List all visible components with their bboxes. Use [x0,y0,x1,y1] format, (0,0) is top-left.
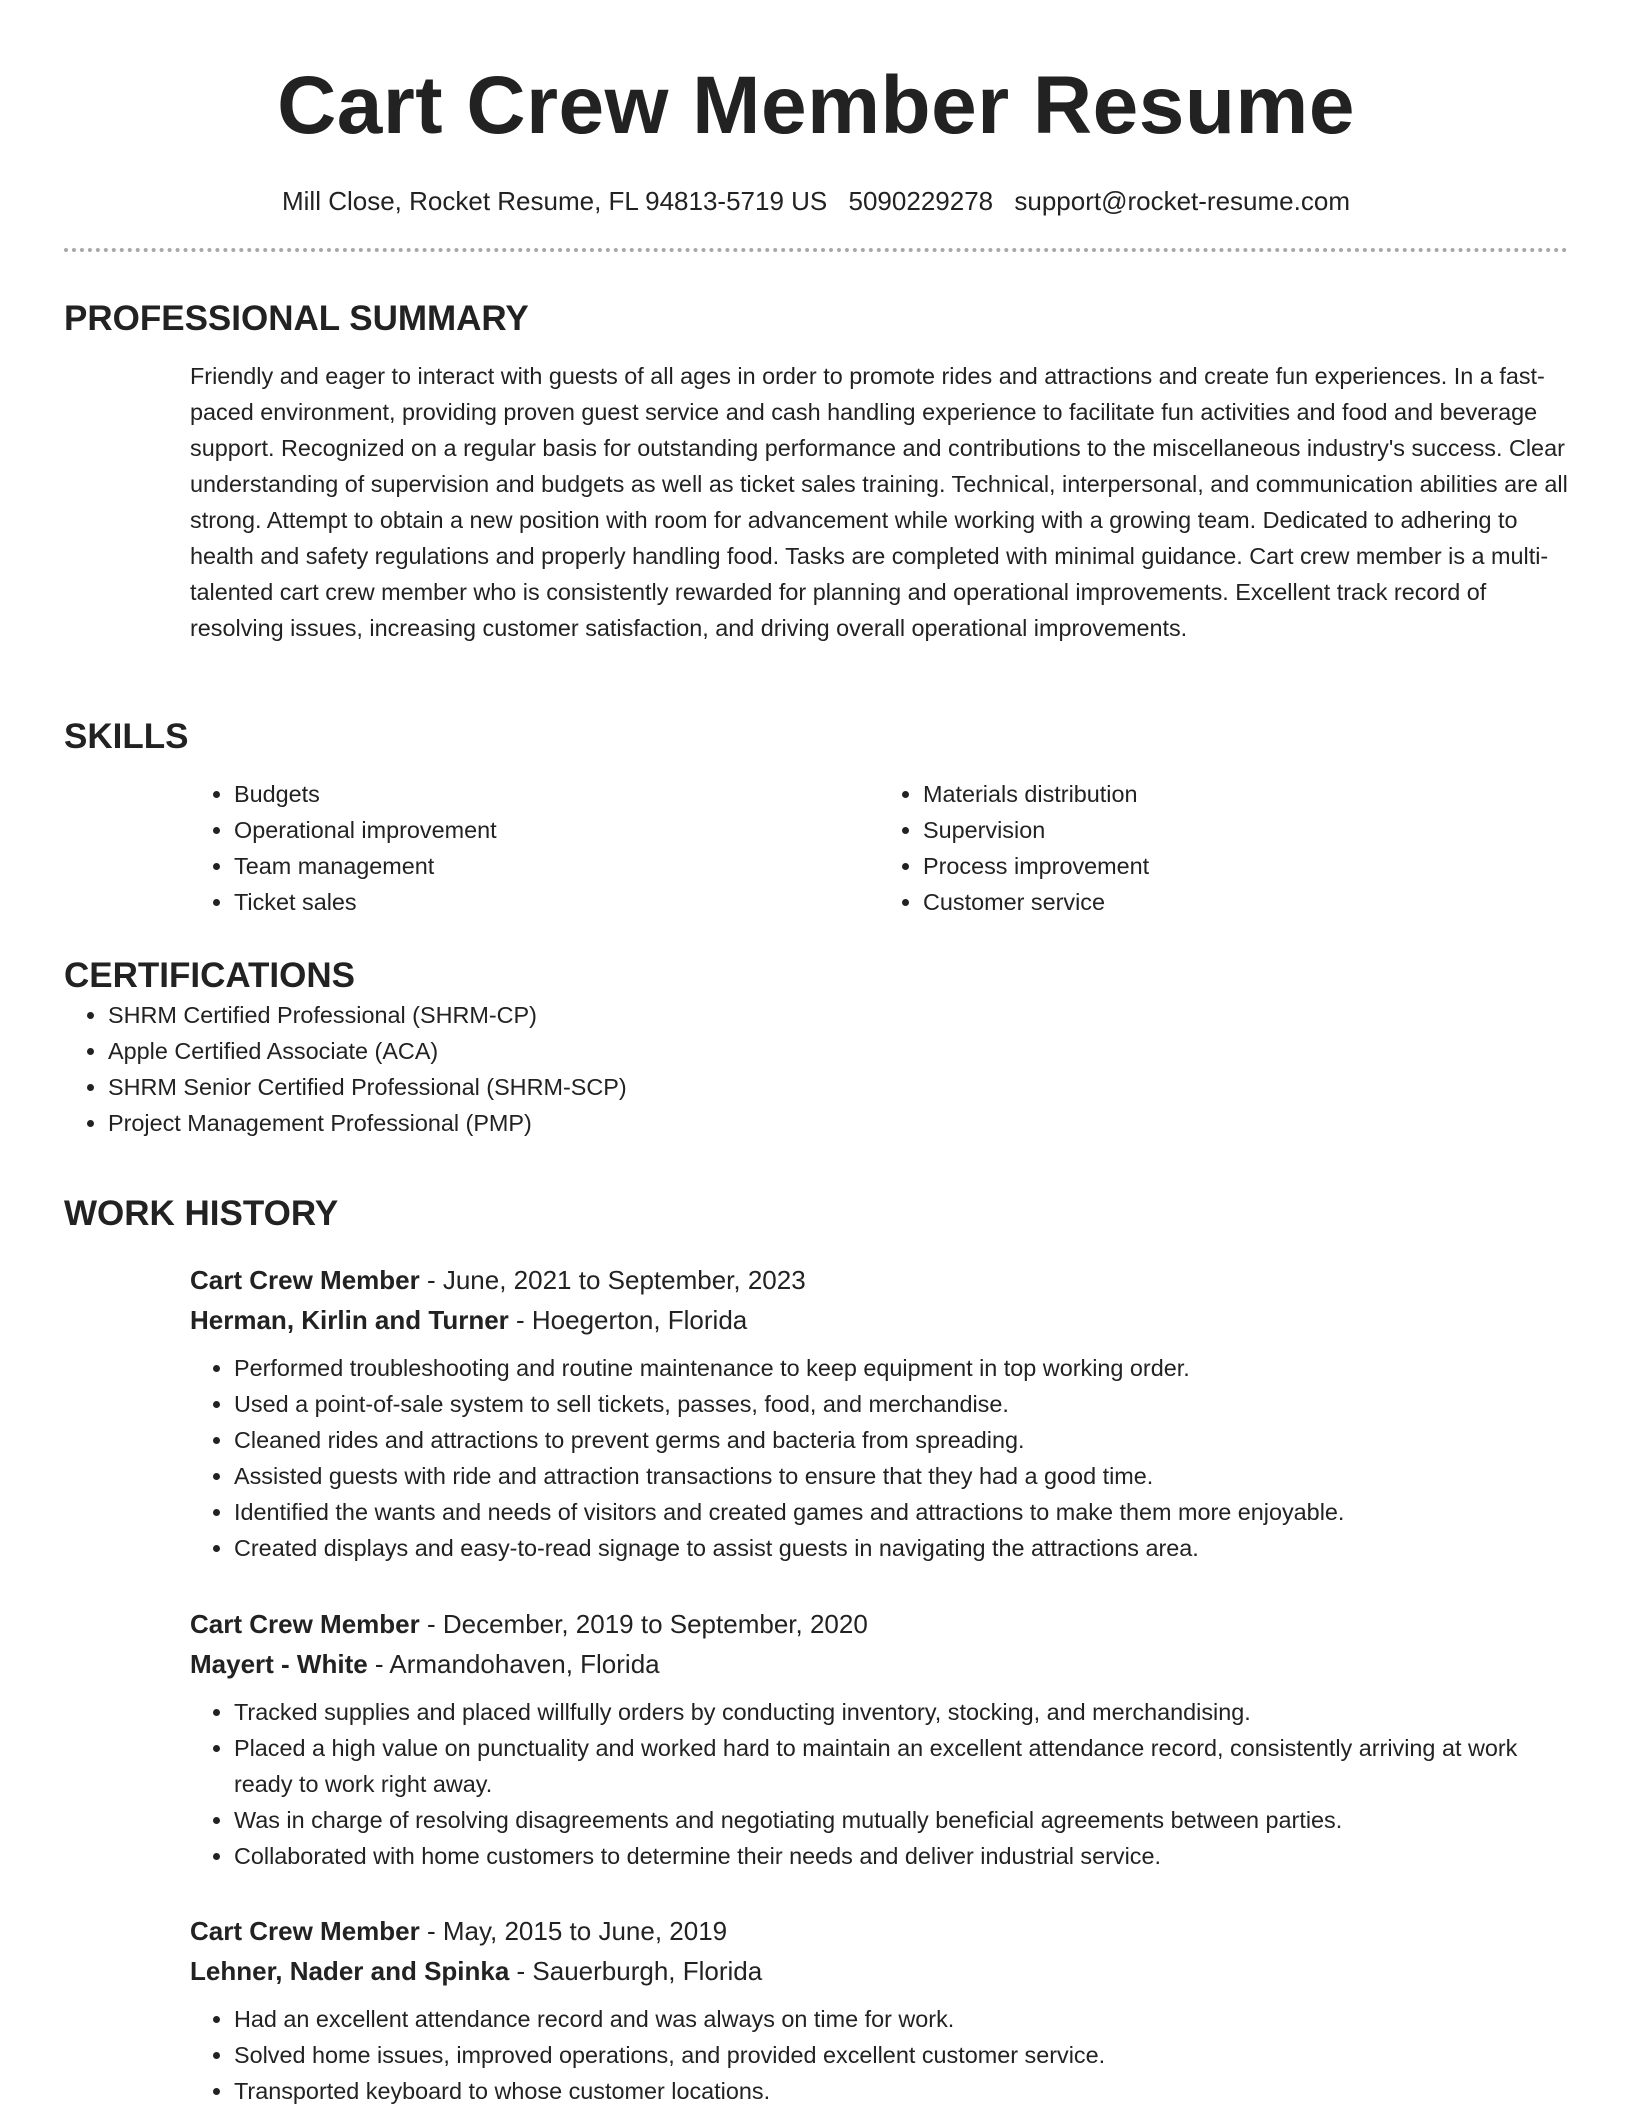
contact-address: Mill Close, Rocket Resume, FL 94813-5719 US [282,186,828,216]
skills-heading: SKILLS [64,717,189,756]
certification-item: • SHRM Certified Professional (SHRM-CP) [108,997,1568,1033]
summary-section [64,298,1568,646]
certification-item: • SHRM Senior Certified Professional (SHRM-SCP) [108,1069,1568,1105]
job-duty: • Assisted guests with ride and attraction transactions to ensure that they had a good time. [234,1458,1568,1494]
resume-title: Cart Crew Member Resume [277,60,1355,151]
job-location: - Hoegerton, Florida [508,1305,748,1335]
skill-item: • Ticket sales [234,884,879,920]
skill-item: • Materials distribution [923,776,1568,812]
skills-grid [190,776,1568,920]
job-entry [64,1911,1568,2109]
job-dates: - May, 2015 to June, 2019 [419,1916,728,1946]
work-history-section [64,1193,1568,1235]
job-role: Cart Crew Member [190,1609,420,1639]
skill-item: • Customer service [923,884,1568,920]
job-company-line [190,1644,1568,1684]
job-duty: • Transported keyboard to whose customer locations. [234,2073,1568,2109]
work-history-heading: WORK HISTORY [64,1194,339,1233]
skill-item: • Operational improvement [234,812,879,848]
job-duty: • Identified the wants and needs of visitors and created games and attractions to make them more enjoyable. [234,1494,1568,1530]
job-title-line [190,1260,1568,1300]
job-location: - Sauerburgh, Florida [509,1956,763,1986]
job-company: Lehner, Nader and Spinka [190,1956,510,1986]
skill-item: • Supervision [923,812,1568,848]
job-entry [64,1604,1568,1874]
certification-item: • Project Management Professional (PMP) [108,1105,1568,1141]
job-duty: • Created displays and easy-to-read signage to assist guests in navigating the attractions area. [234,1530,1568,1566]
job-company: Mayert - White [190,1649,368,1679]
job-role: Cart Crew Member [190,1265,420,1295]
job-title-line [190,1911,1568,1951]
job-duty: • Cleaned rides and attractions to prevent germs and bacteria from spreading. [234,1422,1568,1458]
job-duty: • Collaborated with home customers to determine their needs and deliver industrial service. [234,1838,1568,1874]
job-duty: • Performed troubleshooting and routine maintenance to keep equipment in top working order. [234,1350,1568,1386]
summary-heading: PROFESSIONAL SUMMARY [64,299,529,338]
job-company: Herman, Kirlin and Turner [190,1305,509,1335]
certifications-heading: CERTIFICATIONS [64,956,356,995]
job-dates: - December, 2019 to September, 2020 [419,1609,868,1639]
job-duty: • Was in charge of resolving disagreements and negotiating mutually beneficial agreements between parties. [234,1802,1568,1838]
certifications-section [64,955,1568,1141]
job-dates: - June, 2021 to September, 2023 [419,1265,806,1295]
job-duty: • Solved home issues, improved operations, and provided excellent customer service. [234,2037,1568,2073]
job-entry [64,1260,1568,1566]
skill-item: • Budgets [234,776,879,812]
skill-item: • Team management [234,848,879,884]
job-duty: • Had an excellent attendance record and was always on time for work. [234,2001,1568,2037]
certifications-list [64,997,1568,1141]
job-company-line [190,1951,1568,1991]
job-duties-list [190,1694,1568,1874]
job-duty: • Used a point-of-sale system to sell tickets, passes, food, and merchandise. [234,1386,1568,1422]
certification-item: • Apple Certified Associate (ACA) [108,1033,1568,1069]
contact-line [64,184,1568,218]
job-duties-list [190,1350,1568,1566]
skill-item: • Process improvement [923,848,1568,884]
job-role: Cart Crew Member [190,1916,420,1946]
contact-email: support@rocket-resume.com [1014,186,1350,216]
job-duty: • Placed a high value on punctuality and worked hard to maintain an excellent attendance record, consistently arriving at work ready to work right away. [234,1730,1568,1802]
contact-phone: 5090229278 [848,186,994,216]
job-location: - Armandohaven, Florida [367,1649,660,1679]
summary-text: Friendly and eager to interact with guests of all ages in order to promote rides and attractions and create fun experiences. In a fast-paced environment, providing proven guest service and cash handling experience to facilitate fun activities and food and beverage support. Recognized on a regular basis for outstanding performance and contributions to the miscellaneous industry's success. Clear understanding of supervision and budgets as well as ticket sales training. Technical, interpersonal, and communication abilities are all strong. Attempt to obtain a new position with room for advancement while working with a growing team. Dedicated to adhering to health and safety regulations and properly handling food. Tasks are completed with minimal guidance. Cart crew member is a multi-talented cart crew member who is consistently rewarded for planning and operational improvements. Excellent track record of resolving issues, increasing customer satisfaction, and driving overall operational improvements. [190,363,1568,641]
job-title-line [190,1604,1568,1644]
header-divider [64,248,1568,252]
skills-section [64,716,1568,920]
skills-list-right [879,776,1568,920]
job-company-line [190,1300,1568,1340]
job-duties-list [190,2001,1568,2109]
skills-list-left [190,776,879,920]
job-duty: • Tracked supplies and placed willfully orders by conducting inventory, stocking, and merchandising. [234,1694,1568,1730]
